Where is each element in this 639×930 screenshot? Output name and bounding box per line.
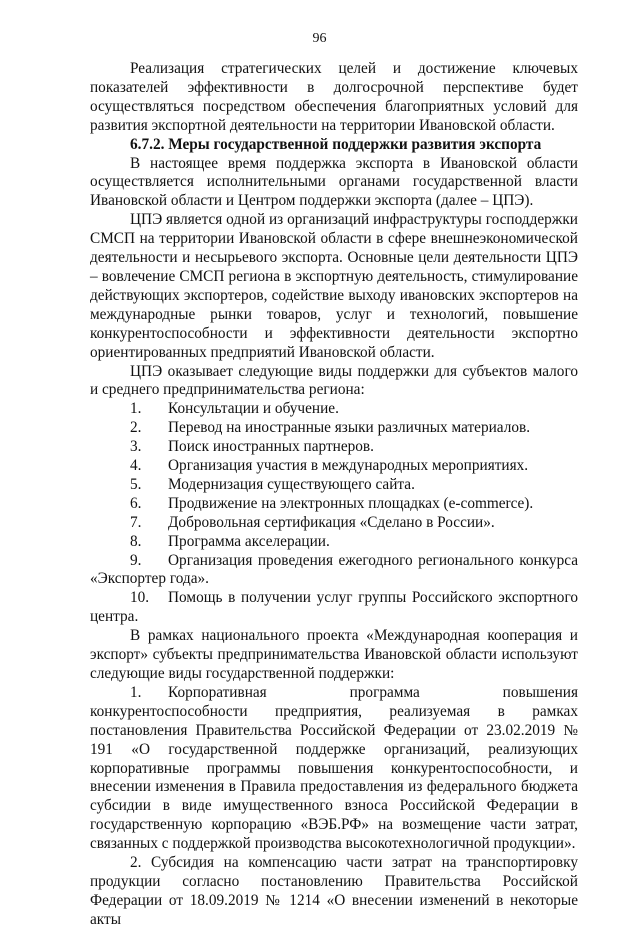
list-item (90, 533, 578, 552)
list-item-text: Консультации и обучение. (168, 400, 339, 418)
list-item-text: Программа акселерации. (168, 532, 330, 550)
paragraph-corporate-program (90, 684, 578, 854)
section-heading: 6.7.2. Меры государственной поддержки развития экспорта (130, 135, 542, 153)
list-item-number: 2. (130, 419, 142, 437)
list-item-text: Добровольная сертификация «Сделано в России». (168, 513, 495, 531)
list-item-text: Перевод на иностранные языки различных материалов. (168, 419, 531, 437)
list-item (90, 438, 578, 457)
paragraph-support-bodies: В настоящее время поддержка экспорта в Ивановской области осуществляется исполнительными органами государственной власти Ивановской области и Центром поддержки экспорта (далее – ЦПЭ). (90, 154, 578, 210)
list-item (90, 457, 578, 476)
list-item-text: Помощь в получении услуг группы Российского экспортного центра. (90, 589, 578, 626)
page-number: 96 (312, 31, 327, 46)
list-item-number: 7. (130, 513, 142, 531)
list-item-text: Поиск иностранных партнеров. (168, 438, 374, 456)
list-item (90, 419, 578, 438)
paragraph-transport-subsidy: 2. Субсидия на компенсацию части затрат на транспортировку продукции согласно постановлению Правительства Российской Федерации от 18.09.2019 № 1214 «О внесении изменений в некоторые акты (90, 854, 578, 928)
list-item (90, 495, 578, 514)
paragraph-national-project: В рамках национального проекта «Международная кооперация и экспорт» субъекты предпринимательства Ивановской области используют следующие виды государственной поддержки: (90, 627, 578, 682)
list-item (90, 400, 578, 419)
list-item (90, 514, 578, 533)
list-item-number: 5. (130, 475, 142, 493)
list-item-text: Корпоративная программа повышения конкурентоспособности предприятия, реализуемая в рамках постановления Правительства Российской Федерации от 23.02.2019 № 191 «О государственной поддержке организаций, реализующих корпоративные программы повышения конкурентоспособности, и внесении изменения в Правила предоставления из федерального бюджета субсидии в виде имущественного взноса Российской Федерации в государственную корпорацию «ВЭБ.РФ» на возмещение части затрат, связанных с поддержкой производства высокотехнологичной продукции». (90, 683, 578, 853)
paragraph-strategic-goals: Реализация стратегических целей и достижение ключевых показателей эффективности в долгосрочной перспективе будет осуществляться посредством обеспечения благоприятных условий для развития экспортной деятельности на территории Ивановской области. (90, 60, 578, 134)
list-item-number: 8. (130, 532, 142, 550)
list-item-text: Модернизация существующего сайта. (168, 475, 415, 493)
list-item-number: 3. (130, 438, 142, 456)
list-item-number: 9. (130, 551, 142, 569)
support-list (90, 400, 578, 627)
list-item-number: 10. (130, 589, 150, 607)
list-item (90, 552, 578, 590)
list-item-number: 1. (130, 683, 142, 701)
list-item-number: 6. (130, 494, 142, 512)
list-item-text: Продвижение на электронных площадках (e-commerce). (168, 494, 534, 512)
list-item-number: 1. (130, 400, 142, 418)
list-item-number: 4. (130, 457, 142, 475)
document-body (90, 60, 578, 930)
list-item-text: Организация участия в международных мероприятиях. (168, 457, 529, 475)
paragraph-support-types-intro: ЦПЭ оказывает следующие виды поддержки для субъектов малого и среднего предпринимательства региона: (90, 362, 578, 399)
list-item (90, 589, 578, 627)
list-item (90, 476, 578, 495)
list-item-text: Организация проведения ежегодного регионального конкурса «Экспортер года». (90, 551, 578, 588)
paragraph-cpe-description: ЦПЭ является одной из организаций инфраструктуры господдержки СМСП на территории Ивановской области в сфере внешнеэкономической деятельности и несырьевого экспорта. Основные цели деятельности ЦПЭ – вовлечение СМСП региона в экспортную деятельность, стимулирование действующих экспортеров, содействие выходу ивановских экспортеров на международные рынки товаров, услуг и технологий, повышение конкурентоспособности и эффективности деятельности экспортно ориентированных предприятий Ивановской области. (90, 211, 578, 361)
